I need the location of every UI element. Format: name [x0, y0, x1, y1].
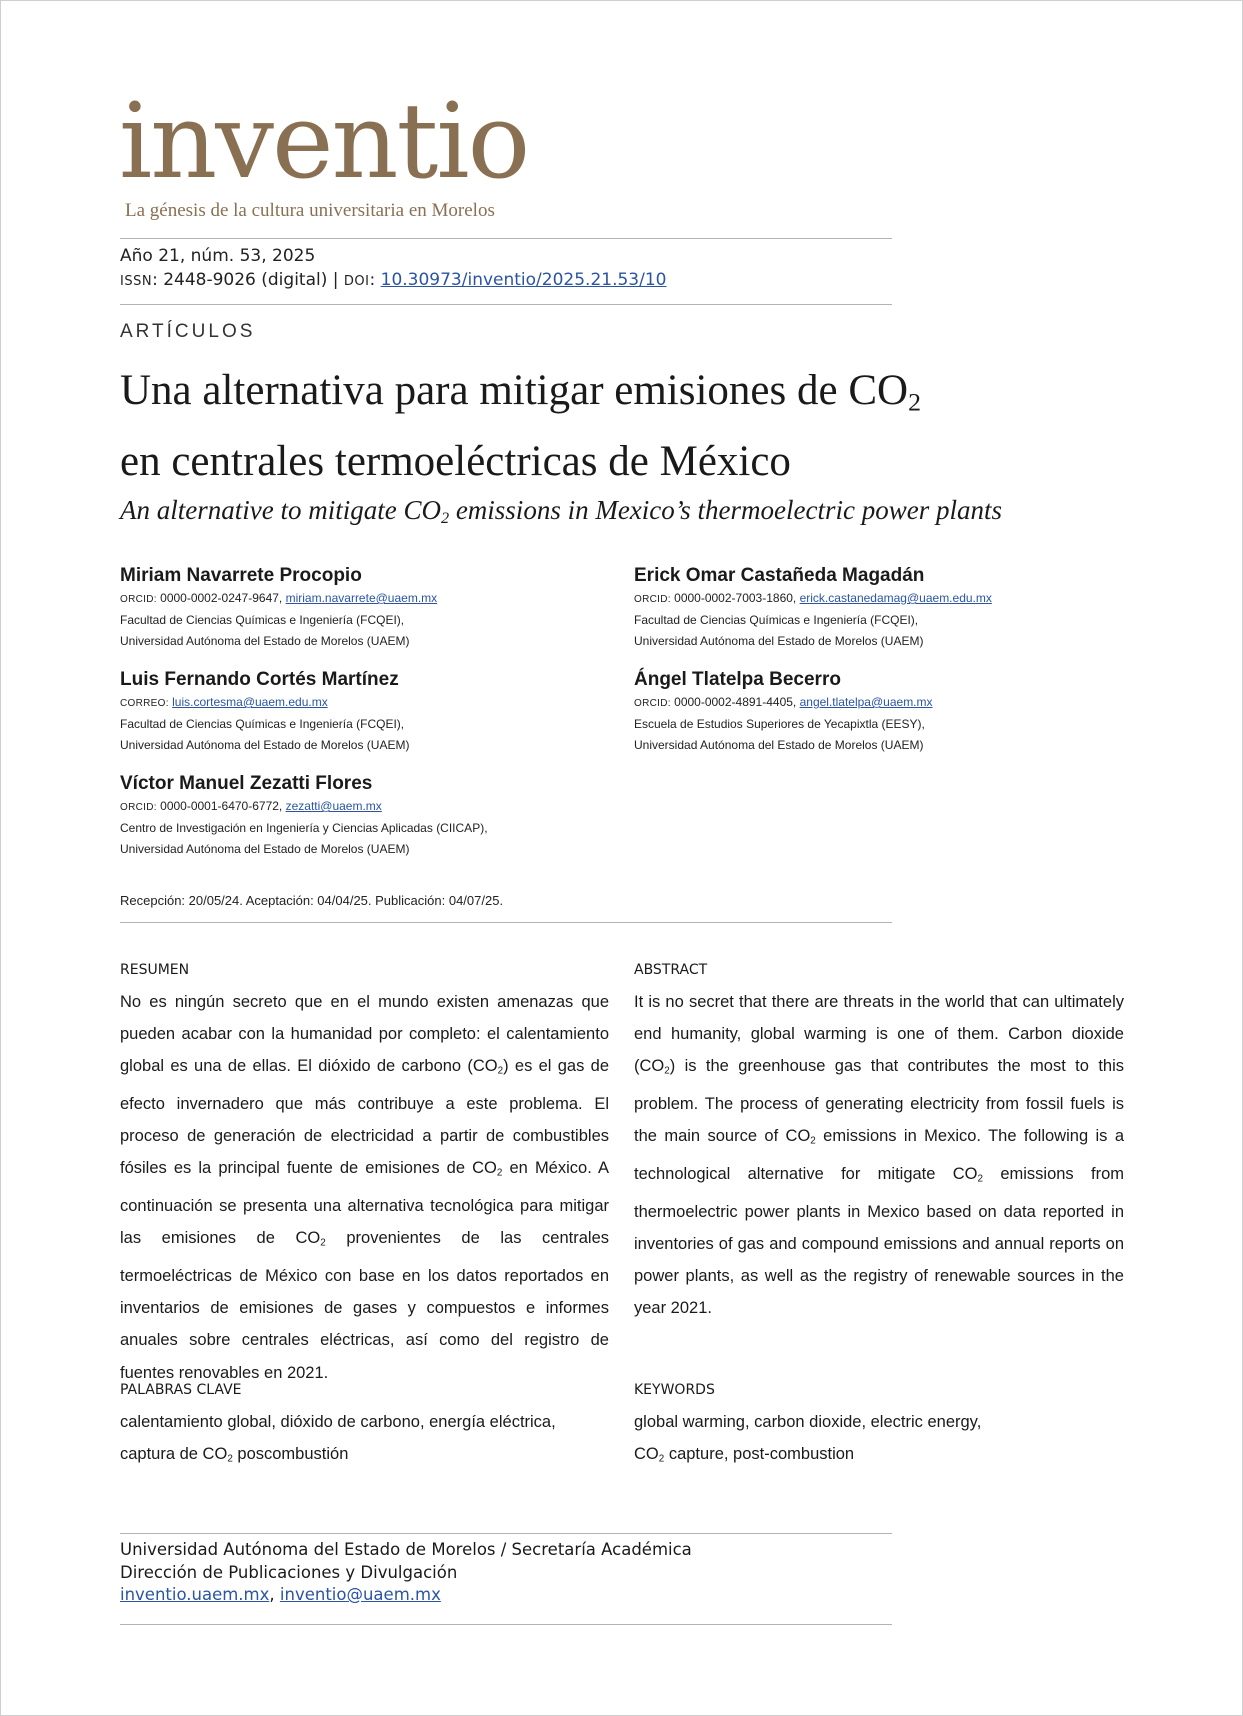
author-block	[120, 564, 620, 652]
author-email-link[interactable]: zezatti@uaem.mx	[285, 799, 382, 813]
author-email-link[interactable]: luis.cortesma@uaem.edu.mx	[172, 695, 328, 709]
author-block	[120, 772, 620, 860]
author-id: ORCID: 0000-0002-0247-9647, miriam.navarrete@uaem.mx	[120, 591, 438, 605]
divider	[120, 922, 892, 923]
author-id: ORCID: 0000-0002-7003-1860, erick.castanedamag@uaem.edu.mx	[634, 591, 992, 605]
resumen-text: No es ningún secreto que en el mundo existen amenazas que pueden acabar con la humanidad por completo: el calentamiento global es una de ellas. El dióxido de carbono $(CO_2)$ es el gas de efecto invernadero que más contribuye a este problema. El proceso de generación de electricidad a partir de combustibles fósiles es la principal fuente de emisiones de $CO_2$ en México. A continuación se presenta una alternativa tecnológica para mitigar las emisiones de $CO_2$ provenientes de las centrales termoeléctricas de México con base en los datos reportados en inventarios de emisiones de gases y compuestos e informes anuales sobre centrales eléctricas, así como del registro de fuentes renovables en 2021.	[120, 993, 610, 1382]
footer-line-2: Dirección de Publicaciones y Divulgación	[120, 1562, 458, 1582]
abstract-text: It is no secret that there are threats in the world that can ultimately end humanity, global warming is one of them. Carbon dioxide $(CO_2)$ is the greenhouse gas that contributes the most to this problem. The process of generating electricity from fossil fuels is the main source of $CO_2$ emissions in Mexico. The following is a technological alternative for mitigate $CO_2$ emissions from thermoelectric power plants in Mexico based on data reported in inventories of gas and compound emissions and annual reports on power plants, as well as the registry of renewable sources in the year 2021.	[634, 993, 1124, 1318]
issn-doi-line	[120, 270, 666, 290]
author-name: Luis Fernando Cortés Martínez	[120, 669, 399, 690]
author-email-link[interactable]: angel.tlatelpa@uaem.mx	[799, 695, 933, 709]
keywords-text: global warming, carbon dioxide, electric energy, $CO_2$ capture, post-combustion	[634, 1413, 982, 1465]
site-link[interactable]: inventio.uaem.mx	[120, 1585, 270, 1604]
author-affiliation: Facultad de Ciencias Químicas e Ingeniería (FCQEI),	[120, 717, 405, 731]
publisher-footer	[120, 1539, 692, 1607]
author-block	[120, 668, 620, 756]
divider	[120, 1624, 892, 1625]
footer-line-1: Universidad Autónoma del Estado de Morelos / Secretaría Académica	[120, 1540, 692, 1559]
article-dates: Recepción: 20/05/24. Aceptación: 04/04/25. Publicación: 04/07/25.	[120, 893, 504, 908]
author-affiliation: Facultad de Ciencias Químicas e Ingeniería (FCQEI),	[634, 613, 919, 627]
divider	[120, 238, 892, 239]
author-id: ORCID: 0000-0002-4891-4405, angel.tlatelpa@uaem.mx	[634, 695, 933, 709]
doi-label: DOI	[343, 274, 370, 289]
section-label: ARTÍCULOS	[120, 321, 256, 342]
author-name: Víctor Manuel Zezatti Flores	[120, 773, 373, 794]
palabras-clave-text: calentamiento global, dióxido de carbono, energía eléctrica, captura de $CO_2$ poscombustión	[120, 1413, 556, 1465]
email-link[interactable]: inventio@uaem.mx	[279, 1585, 441, 1604]
journal-tagline: La génesis de la cultura universitaria en Morelos	[125, 200, 495, 221]
issue-info: Año 21, núm. 53, 2025	[120, 246, 316, 266]
title-line-2: en centrales termoeléctricas de México	[120, 438, 791, 486]
author-block	[634, 564, 1134, 652]
resumen-heading: RESUMEN	[120, 962, 190, 978]
divider	[120, 304, 892, 305]
footer-links: inventio.uaem.mx, inventio@uaem.mx	[120, 1585, 441, 1604]
author-university: Universidad Autónoma del Estado de Morelos (UAEM)	[120, 842, 410, 856]
title-line-1: Una alternativa para mitigar emisiones de $CO_2$	[120, 367, 921, 417]
author-affiliation: Facultad de Ciencias Químicas e Ingeniería (FCQEI),	[120, 613, 405, 627]
author-university: Universidad Autónoma del Estado de Morelos (UAEM)	[634, 738, 924, 752]
author-block	[634, 668, 1134, 756]
issn-value: : 2448-9026 (digital) |	[152, 270, 339, 290]
author-email-link[interactable]: miriam.navarrete@uaem.mx	[285, 591, 438, 605]
article-subtitle: An alternative to mitigate $CO_2$ emissions in Mexico’s thermoelectric power plants	[120, 495, 1002, 528]
article-title	[120, 361, 1020, 492]
author-affiliation: Centro de Investigación en Ingeniería y Ciencias Aplicadas (CIICAP),	[120, 821, 488, 835]
author-email-link[interactable]: erick.castanedamag@uaem.edu.mx	[799, 591, 992, 605]
author-affiliation: Escuela de Estudios Superiores de Yecapixtla (EESY),	[634, 717, 925, 731]
author-university: Universidad Autónoma del Estado de Morelos (UAEM)	[120, 634, 410, 648]
author-id: ORCID: 0000-0001-6470-6772, zezatti@uaem.mx	[120, 799, 382, 813]
divider	[120, 1533, 892, 1534]
keywords-heading: KEYWORDS	[634, 1382, 715, 1398]
author-university: Universidad Autónoma del Estado de Morelos (UAEM)	[120, 738, 410, 752]
doi-sep: :	[369, 270, 376, 290]
author-university: Universidad Autónoma del Estado de Morelos (UAEM)	[634, 634, 924, 648]
palabras-clave-heading: PALABRAS CLAVE	[120, 1382, 242, 1398]
doi-link[interactable]: 10.30973/inventio/2025.21.53/10	[380, 270, 667, 290]
abstract-heading: ABSTRACT	[634, 962, 708, 978]
author-name: Erick Omar Castañeda Magadán	[634, 565, 925, 586]
issn-label: ISSN	[120, 274, 153, 289]
author-id: CORREO: luis.cortesma@uaem.edu.mx	[120, 695, 328, 709]
journal-logo: inventio	[119, 80, 529, 202]
author-name: Ángel Tlatelpa Becerro	[634, 669, 841, 690]
author-name: Miriam Navarrete Procopio	[120, 565, 362, 586]
